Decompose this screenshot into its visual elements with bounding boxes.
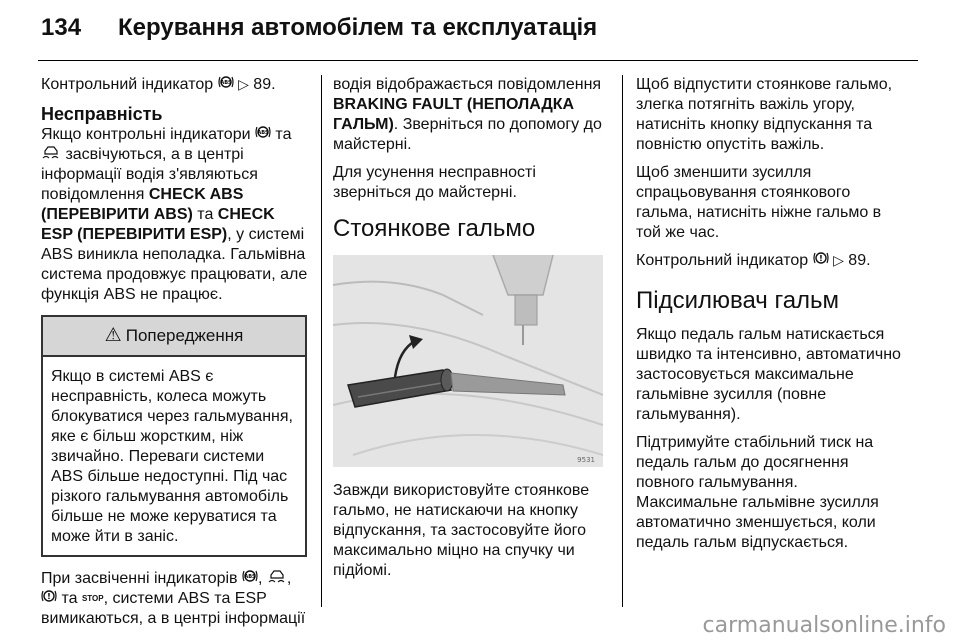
svg-text:!: ! bbox=[47, 592, 51, 601]
page-title: Керування автомобілем та експлуатація bbox=[118, 14, 598, 41]
booster-paragraph-3: Максимальне гальмівне зусилля автоматично зменшується, коли педаль гальм відпускається. bbox=[636, 494, 879, 551]
reduce-force-paragraph: Щоб зменшити зусилля спрацьовування стоянкового гальма, натисніть ніжне гальмо в той же час. bbox=[636, 164, 882, 241]
svg-text:ABS: ABS bbox=[219, 80, 232, 86]
page-header bbox=[0, 0, 960, 62]
abs-esp-off-paragraph: При засвіченні індикаторів ABS , , ! та STOP, системи ABS та ESP вимикаються, а в центрі інформації bbox=[41, 570, 306, 627]
warning-title: Попередження bbox=[125, 326, 244, 345]
warning-header bbox=[43, 317, 305, 357]
svg-text:ABS: ABS bbox=[257, 130, 269, 136]
malfunction-heading: Несправність bbox=[41, 104, 163, 124]
column-1 bbox=[41, 75, 309, 637]
page-number: 134 bbox=[41, 14, 82, 41]
booster-paragraph-2: Підтримуйте стабільний тиск на педаль гальм до досягнення повного гальмування. bbox=[636, 434, 874, 491]
esp-skid-icon bbox=[41, 145, 61, 161]
abs-icon bbox=[242, 569, 258, 585]
column-divider-2 bbox=[622, 75, 623, 607]
braking-fault-paragraph: водія відображається повідомлення BRAKING FAULT (НЕПОЛАДКА ГАЛЬМ). Зверніться по допомогу до майстерні. bbox=[333, 76, 602, 153]
page-reference-icon[interactable]: ▷ bbox=[833, 252, 844, 268]
page-reference-icon[interactable]: ▷ bbox=[238, 76, 249, 92]
svg-text:ABS: ABS bbox=[244, 574, 256, 580]
parking-brake-heading: Стоянкове гальмо bbox=[333, 215, 536, 242]
column-2 bbox=[333, 75, 605, 589]
figure-id: 9531 bbox=[577, 456, 595, 464]
abs-icon bbox=[255, 125, 271, 141]
brake-indicator-ref: Контрольний індикатор ! ▷ 89. bbox=[636, 252, 871, 269]
warning-box bbox=[41, 315, 307, 557]
svg-text:!: ! bbox=[818, 254, 823, 263]
column-3 bbox=[636, 75, 906, 561]
booster-paragraph-1: Якщо педаль гальм натискається швидко та інтенсивно, автоматично застосовується максимальне гальмівне зусилля (повне гальмування). bbox=[636, 326, 901, 423]
workshop-paragraph: Для усунення несправності зверніться до майстерні. bbox=[333, 164, 536, 201]
warning-text: Якщо в системі ABS є несправність, колеса можуть блокуватися через гальмування, яке є більш жорстким, ніж звичайно. Переваги системи ABS більше недоступні. Під час різкого гальмування автомобіль більше не може керуватися та може йти в заніс. bbox=[51, 368, 293, 545]
parking-brake-usage: Завжди використовуйте стоянкове гальмо, не натискаючи на кнопку відпускання, та застосовуйте його максимально міцно на спучку чи підйомі. bbox=[333, 482, 590, 579]
stop-icon: STOP bbox=[81, 593, 104, 603]
brake-warning-icon bbox=[813, 251, 829, 267]
warning-triangle-icon: ⚠ bbox=[104, 325, 122, 346]
column-divider-1 bbox=[321, 75, 322, 607]
watermark: carmanualsonline.info bbox=[702, 613, 946, 638]
brake-warning-icon bbox=[41, 589, 57, 605]
header-divider bbox=[38, 60, 918, 61]
brake-booster-heading: Підсилювач гальм bbox=[636, 287, 840, 314]
abs-icon bbox=[218, 75, 234, 91]
malfunction-paragraph: Якщо контрольні індикатори ABS та засвічуються, а в центрі інформації водія з'являються повідомлення CHECK ABS (ПЕРЕВІРИТИ ABS) та CHECK ESP (ПЕРЕВІРИТИ ESP), у системі ABS виникла неполадка. Гальмівна система продовжує працювати, але функція ABS не працює. bbox=[41, 126, 308, 303]
release-paragraph: Щоб відпустити стоянкове гальмо, злегка потягніть важіль угору, натисніть кнопку відпускання та повністю опустіть важіль. bbox=[636, 76, 893, 153]
parking-brake-illustration bbox=[333, 255, 603, 467]
abs-indicator-ref: Контрольний індикатор ABS ▷ 89. bbox=[41, 76, 276, 93]
esp-skid-icon bbox=[267, 569, 287, 585]
